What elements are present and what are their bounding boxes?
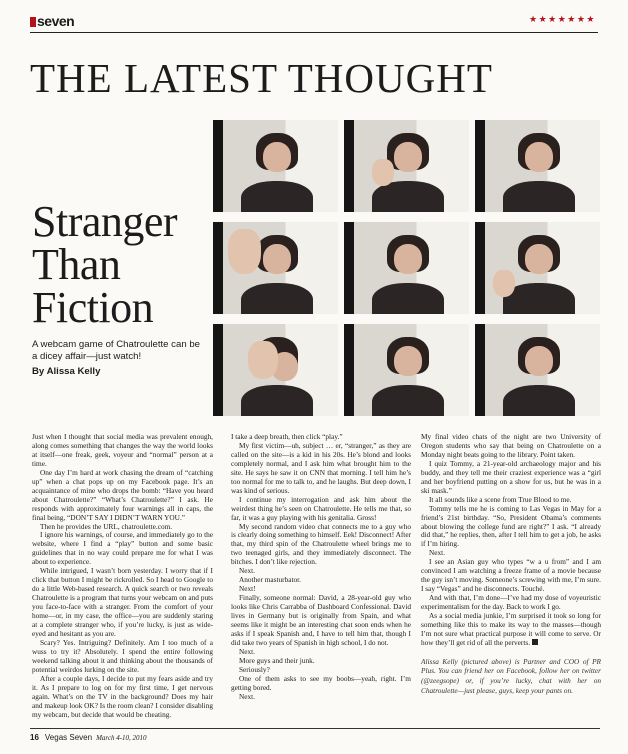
paragraph: After a couple days, I decide to put my fears aside and try it. As I prepare to log on for my first time, I get nervous again. What’s on the TV in the background? Does my hair and makeup look OK? Is the room clean? I consider disabling my webcam, but decide that would be cheating. bbox=[32, 673, 213, 719]
author-bio: Alissa Kelly (pictured above) is Partner and COO of PR Plus. You can friend her on Facebook, follow her on twitter (@zeegsope) or, if you’re lucky, chat with her on Chatroulette—just please, guys, keep your pants on. bbox=[421, 656, 601, 695]
hand-figure bbox=[372, 159, 395, 187]
paragraph bbox=[421, 612, 601, 648]
paragraph: Next. bbox=[239, 691, 256, 701]
page-footer bbox=[30, 728, 600, 742]
face-figure bbox=[263, 244, 291, 273]
paragraph: Another masturbator. bbox=[239, 575, 302, 585]
text-column-1 bbox=[32, 433, 213, 720]
webcam-photo bbox=[213, 222, 338, 314]
article-headline bbox=[32, 197, 178, 332]
hand-figure bbox=[493, 270, 516, 298]
paragraph: It all sounds like a scene from True Blood to me. bbox=[429, 494, 572, 504]
paragraph: I take a deep breath, then click “play.” bbox=[231, 432, 343, 441]
webcam-photo bbox=[475, 324, 600, 416]
text-column-2 bbox=[231, 433, 411, 702]
paragraph: Seriously? bbox=[239, 664, 270, 674]
paragraph: Next! bbox=[239, 584, 256, 594]
star-rating-icons: ★★★★★★★ bbox=[529, 14, 596, 24]
page-number: 16 bbox=[30, 733, 39, 742]
paragraph: One day I’m hard at work chasing the dream of “catching up” when a chat pops up on my Facebook page. It’s an acquaintance of mine who drops the bomb: “Have you heard about Chatroulette?” “What’s Chatroulette?” I ask. He responds with approximately four warnings all in caps, the final being, “DON’T SAY I DIDN’T WARN YOU.” bbox=[32, 467, 213, 522]
brand-mark-icon bbox=[30, 17, 36, 27]
article-deck: A webcam game of Chatroulette can be a dicey affair—just watch! bbox=[32, 339, 200, 362]
paragraph: Next. bbox=[239, 566, 256, 576]
byline: By Alissa Kelly bbox=[32, 366, 101, 377]
webcam-photo bbox=[475, 120, 600, 212]
headline-line: Stranger bbox=[32, 197, 178, 246]
paragraph: More guys and their junk. bbox=[239, 655, 315, 665]
paragraph: Tommy tells me he is coming to Las Vegas in May for a friend’s 21st birthday. “So, President Obama’s comments about blowing the college fund are right?” I ask. “I already did that,” he replies, then, after I tell him to get a job, he asks if I’m hiring. bbox=[421, 503, 601, 549]
face-figure bbox=[263, 142, 291, 171]
headline-line: Fiction bbox=[32, 283, 154, 332]
paragraph: I see an Asian guy who types “w a u from” and I am convinced I am watching a freeze frame of a movie because the guy isn’t moving. Someone’s screwing with me, I’m sure. I say “Vegas” and he disconnects. Touché. bbox=[421, 557, 601, 594]
paragraph: Scary? Yes. Intriguing? Definitely. Am I too much of a wuss to try it? Absolutely. I spend the entire following weekend talking about it and thinking about the thousands of potential weirdos lurking on the site. bbox=[32, 637, 213, 674]
brand-name: seven bbox=[37, 13, 75, 29]
paragraph: I quiz Tommy, a 21-year-old archaeology major and his buddy, and they tell me their craziest experience was a “girl and her boyfriend putting on a show for us, but he was in a ski mask.” bbox=[421, 458, 601, 495]
hand-figure bbox=[248, 341, 278, 380]
face-figure bbox=[394, 346, 422, 375]
paragraph: My final video chats of the night are two University of Oregon students who say that being on Chatroulette on a Monday night beats going to the library. Point taken. bbox=[421, 432, 601, 459]
paragraph: My second random video chat connects me to a guy who is clearly doing something to himself. Eek! Disconnect! After that, my third spin of the Chatroulette wheel brings me to two teenaged girls, and they immediately disconnect. The bitches. I don’t like rejection. bbox=[231, 521, 411, 567]
paragraph: Then he provides the URL, chatroulette.com. bbox=[40, 521, 173, 531]
webcam-photo bbox=[213, 324, 338, 416]
webcam-photo bbox=[475, 222, 600, 314]
face-figure bbox=[394, 244, 422, 273]
webcam-photo bbox=[344, 324, 469, 416]
paragraph: I ignore his warnings, of course, and immediately go to the website, where I find a “play” button and some basic guidelines that in no way could prepare me for what I was about to experience. bbox=[32, 530, 213, 567]
paragraph: Just when I thought that social media was prevalent enough, along comes something that changes the way the world looks at itself—one freak, geek, voyeur and “normal” person at a time. bbox=[32, 432, 213, 468]
paragraph: While intrigued, I wasn’t born yesterday. I worry that if I click that button I might be rickrolled. So I head to Google to do a little Web-based research. A quick search or two reveals Chatroulette is a program that turns your webcam on and puts you face-to-face with a stranger. From the comfort of your home—or, in my case, the office—you are suddenly staring at a complete stranger who, if you’re lucky, is just as wide-eyed and hesitant as you are. bbox=[32, 566, 213, 638]
face-figure bbox=[525, 142, 553, 171]
issue-date: March 4-10, 2010 bbox=[96, 734, 147, 742]
headline-line: Than bbox=[32, 240, 121, 289]
section-title: THE LATEST THOUGHT bbox=[30, 55, 493, 101]
publication-name: Vegas Seven bbox=[44, 733, 93, 742]
masthead bbox=[30, 10, 598, 33]
paragraph: One of them asks to see my boobs—yeah, right. I’m getting bored. bbox=[231, 673, 411, 692]
paragraph: And with that, I’m done—I’ve had my dose of voyeuristic experimentalism for the day. Back to work I go. bbox=[421, 593, 601, 612]
paragraph: My first victim—uh, subject … er, “stranger,” as they are called on the site—is a kid in his 20s. He’s blond and looks completely normal, and I ask him what brought him to the site. He says he saw it on CNN that morning. I tell him he’s too normal for me to talk to, and he laughs. But deep down, I was kind of serious. bbox=[231, 440, 411, 495]
end-mark-icon bbox=[532, 639, 538, 645]
brand-logo bbox=[30, 13, 74, 29]
paragraph-text: As a social media junkie, I’m surprised it took so long for something like this to make its way to the masses—though I’m not sure what practical purpose it will come to serve. Or how they’ll get rid of all the perverts. bbox=[421, 611, 601, 647]
webcam-photo bbox=[344, 222, 469, 314]
paragraph: Finally, someone normal: David, a 28-year-old guy who looks like Chris Carrabba of Dashboard Confessional. David lives in Germany but is originally from Spain, and what seems like it might be an interesting chat soon ends when he asks if I speak Spanish and, I have to tell him that, though I did take two years of Spanish in high school, I do not. bbox=[231, 593, 411, 647]
paragraph: Next. bbox=[239, 646, 256, 656]
text-column-3 bbox=[421, 433, 601, 695]
face-figure bbox=[525, 346, 553, 375]
webcam-photo bbox=[344, 120, 469, 212]
paragraph: I continue my interrogation and ask him about the weirdest thing he’s seen on Chatroulette. He tells me that, so far, it was a guy playing with his genitalia. Gross! bbox=[231, 494, 411, 522]
webcam-photo bbox=[213, 120, 338, 212]
face-figure bbox=[525, 244, 553, 273]
face-figure bbox=[394, 142, 422, 171]
paragraph: Next. bbox=[429, 548, 446, 558]
webcam-photo-grid bbox=[213, 120, 600, 416]
hand-figure bbox=[228, 229, 261, 273]
